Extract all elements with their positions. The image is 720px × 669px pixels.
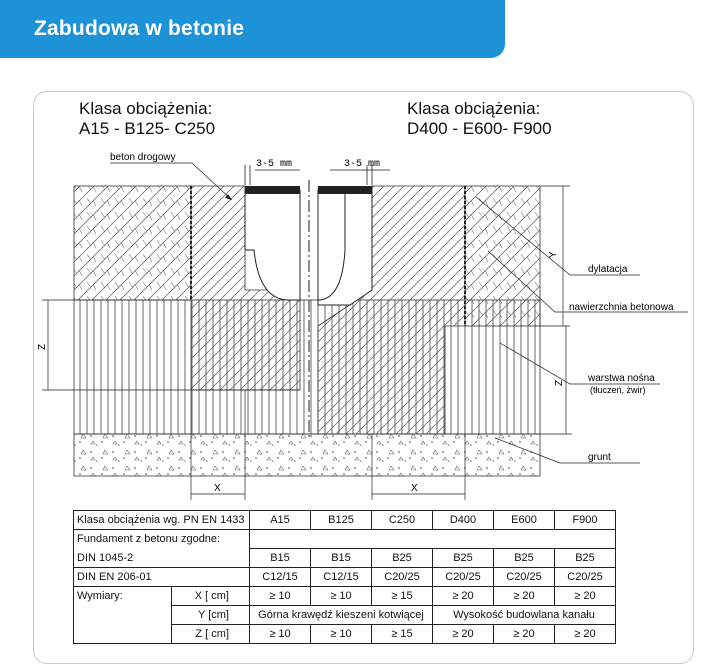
span-channel-height: Wysokość budowlana kanału xyxy=(433,606,616,625)
table-cell: D400 xyxy=(433,511,494,530)
load-class-spec-table xyxy=(73,510,616,644)
table-cell: ≥ 20 xyxy=(433,625,494,644)
gap-dim-right: 3-5 mm xyxy=(344,159,381,170)
label-concrete-surface: nawierzchnia betonowa xyxy=(569,302,674,313)
table-cell: F900 xyxy=(555,511,616,530)
label-ground: grunt xyxy=(588,452,611,463)
label-base-layer: warstwa nośna xyxy=(588,373,655,384)
right-heading-line1: Klasa obciążenia: xyxy=(407,99,541,118)
table-cell: ≥ 20 xyxy=(555,587,616,606)
table-cell: ≥ 20 xyxy=(494,587,555,606)
table-cell: C20/25 xyxy=(555,568,616,587)
table-row xyxy=(74,511,616,530)
dim-z-left: Z xyxy=(37,343,48,350)
table-cell: C20/25 xyxy=(494,568,555,587)
row-label-din1045: DIN 1045-2 xyxy=(74,549,250,568)
table-cell: ≥ 20 xyxy=(555,625,616,644)
table-cell: ≥ 10 xyxy=(250,587,311,606)
row-label-foundation: Fundament z betonu zgodne: xyxy=(74,530,250,549)
table-cell: ≥ 20 xyxy=(433,587,494,606)
table-cell: C12/15 xyxy=(250,568,311,587)
table-cell: ≥ 10 xyxy=(311,625,372,644)
unit-y: Y [cm] xyxy=(172,606,250,625)
table-cell: B25 xyxy=(433,549,494,568)
dim-x-right: X xyxy=(411,483,418,494)
table-row xyxy=(74,606,616,625)
table-cell: ≥ 15 xyxy=(372,625,433,644)
table-cell: ≥ 20 xyxy=(494,625,555,644)
left-heading-line2: A15 - B125- C250 xyxy=(79,119,216,138)
dim-z-right: Z xyxy=(554,379,565,386)
table-cell: B125 xyxy=(311,511,372,530)
table-row xyxy=(74,568,616,587)
table-row xyxy=(74,530,616,549)
table-cell: ≥ 15 xyxy=(372,587,433,606)
table-cell: A15 xyxy=(250,511,311,530)
table-row xyxy=(74,587,616,606)
left-heading-line1: Klasa obciążenia: xyxy=(79,99,213,118)
table-cell: B25 xyxy=(494,549,555,568)
table-cell: C20/25 xyxy=(372,568,433,587)
span-anchor-pocket: Górna krawędź kieszeni kotwiącej xyxy=(250,606,433,625)
table-cell: B25 xyxy=(555,549,616,568)
table-cell: B25 xyxy=(372,549,433,568)
dim-x-left: X xyxy=(214,483,221,494)
page-title: Zabudowa w betonie xyxy=(34,17,245,40)
row-label-dimensions: Wymiary: xyxy=(74,587,172,606)
table-cell: ≥ 10 xyxy=(311,587,372,606)
channel-left xyxy=(245,190,300,300)
table-cell: B15 xyxy=(311,549,372,568)
table-cell: ≥ 10 xyxy=(250,625,311,644)
grate-left xyxy=(245,186,300,194)
table-cell: E600 xyxy=(494,511,555,530)
label-road-concrete: beton drogowy xyxy=(110,152,176,163)
unit-x: X [ cm] xyxy=(172,587,250,606)
row-label-load-class: Klasa obciążenia wg. PN EN 1433 xyxy=(74,511,250,530)
road-concrete-left xyxy=(74,186,191,300)
table-row xyxy=(74,549,616,568)
dim-y: Y xyxy=(548,251,559,258)
ground-layer xyxy=(74,434,540,476)
right-heading-line2: D400 - E600- F900 xyxy=(407,119,552,138)
label-base-layer-sub: (tłuczeń, żwir) xyxy=(590,385,646,395)
table-cell: C12/15 xyxy=(311,568,372,587)
table-cell: C20/25 xyxy=(433,568,494,587)
unit-z: Z [ cm] xyxy=(172,625,250,644)
table-cell: C250 xyxy=(372,511,433,530)
table-cell: B15 xyxy=(250,549,311,568)
grate-right xyxy=(318,186,372,194)
table-row xyxy=(74,625,616,644)
row-label-din206: DIN EN 206-01 xyxy=(74,568,250,587)
road-concrete-right xyxy=(465,186,540,326)
gap-dim-left: 3-5 mm xyxy=(256,159,293,170)
label-expansion-joint: dylatacja xyxy=(588,264,628,275)
